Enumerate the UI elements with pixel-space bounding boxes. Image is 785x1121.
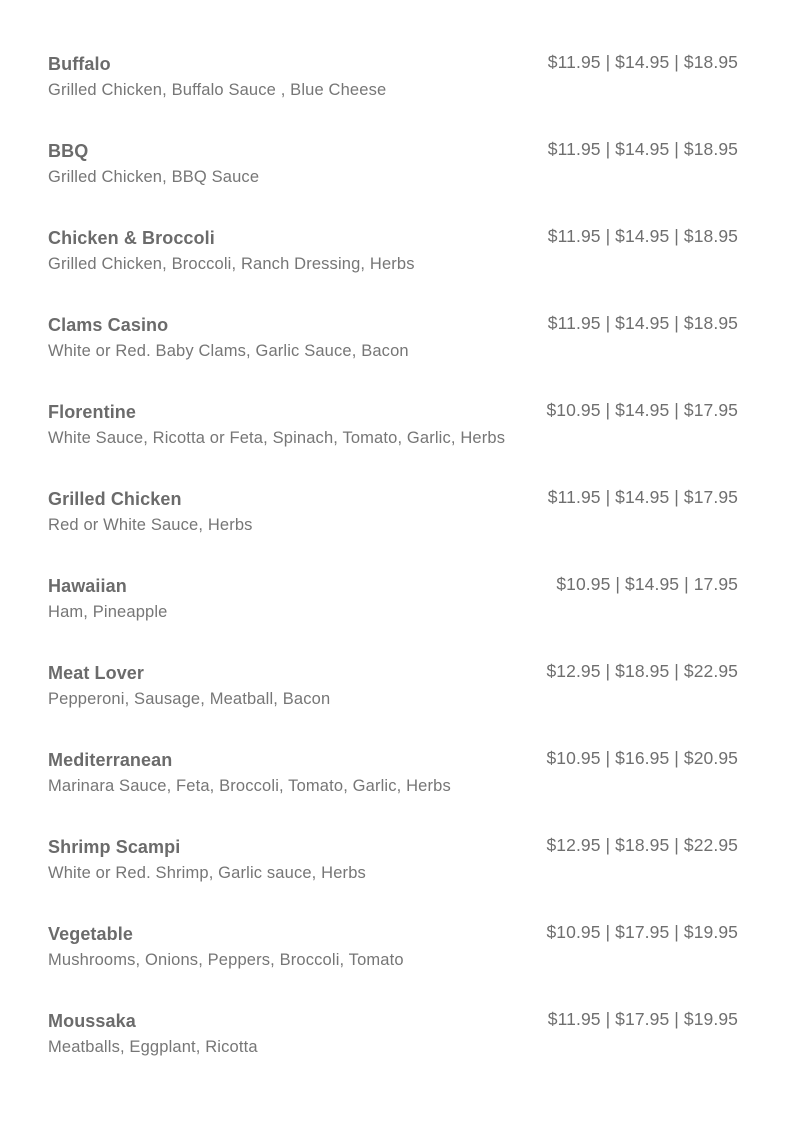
item-name: Florentine: [48, 402, 137, 422]
menu-item-bbq: [48, 137, 738, 224]
item-price: $11.95 | $14.95 | $18.95: [547, 52, 738, 72]
item-name: Vegetable: [48, 924, 133, 944]
menu-item-buffalo: [48, 50, 738, 137]
menu-item-hawaiian: [48, 572, 738, 659]
menu-item-mediterranean: [48, 746, 738, 833]
item-price: $10.95 | $17.95 | $19.95: [546, 922, 738, 942]
item-description: Grilled Chicken, Buffalo Sauce , Blue Cheese: [48, 81, 387, 99]
menu-item-grilled-chicken: [48, 485, 738, 572]
item-price: $11.95 | $14.95 | $17.95: [547, 487, 738, 507]
item-price: $11.95 | $14.95 | $18.95: [547, 226, 738, 246]
menu-item-vegetable: [48, 920, 738, 1007]
item-name: Mediterranean: [48, 750, 173, 770]
menu-item-chicken-broccoli: [48, 224, 738, 311]
item-description: Grilled Chicken, Broccoli, Ranch Dressing, Herbs: [48, 255, 415, 273]
item-name: Moussaka: [48, 1011, 136, 1031]
item-name: Buffalo: [48, 54, 111, 74]
item-name: Shrimp Scampi: [48, 837, 181, 857]
menu-list: [48, 50, 738, 1094]
item-price: $11.95 | $14.95 | $18.95: [547, 139, 738, 159]
item-name: BBQ: [48, 141, 89, 161]
item-price: $12.95 | $18.95 | $22.95: [546, 835, 738, 855]
item-price: $10.95 | $14.95 | 17.95: [556, 574, 738, 594]
item-description: White or Red. Shrimp, Garlic sauce, Herbs: [48, 864, 366, 882]
item-description: Red or White Sauce, Herbs: [48, 516, 253, 534]
item-price: $11.95 | $17.95 | $19.95: [547, 1009, 738, 1029]
item-price: $12.95 | $18.95 | $22.95: [546, 661, 738, 681]
item-price: $10.95 | $14.95 | $17.95: [546, 400, 738, 420]
item-description: Grilled Chicken, BBQ Sauce: [48, 168, 260, 186]
item-description: Pepperoni, Sausage, Meatball, Bacon: [48, 690, 331, 708]
item-description: Mushrooms, Onions, Peppers, Broccoli, Tomato: [48, 951, 404, 969]
menu-item-moussaka: [48, 1007, 738, 1094]
item-price: $10.95 | $16.95 | $20.95: [546, 748, 738, 768]
item-description: Marinara Sauce, Feta, Broccoli, Tomato, Garlic, Herbs: [48, 777, 451, 795]
item-name: Chicken & Broccoli: [48, 228, 215, 248]
item-description: White Sauce, Ricotta or Feta, Spinach, Tomato, Garlic, Herbs: [48, 429, 506, 447]
item-name: Meat Lover: [48, 663, 145, 683]
item-name: Hawaiian: [48, 576, 127, 596]
item-price: $11.95 | $14.95 | $18.95: [547, 313, 738, 333]
menu-item-florentine: [48, 398, 738, 485]
menu-item-shrimp-scampi: [48, 833, 738, 920]
item-description: Ham, Pineapple: [48, 603, 168, 621]
menu-item-clams-casino: [48, 311, 738, 398]
item-description: White or Red. Baby Clams, Garlic Sauce, Bacon: [48, 342, 409, 360]
item-name: Grilled Chicken: [48, 489, 182, 509]
item-name: Clams Casino: [48, 315, 169, 335]
item-description: Meatballs, Eggplant, Ricotta: [48, 1038, 258, 1056]
menu-item-meat-lover: [48, 659, 738, 746]
